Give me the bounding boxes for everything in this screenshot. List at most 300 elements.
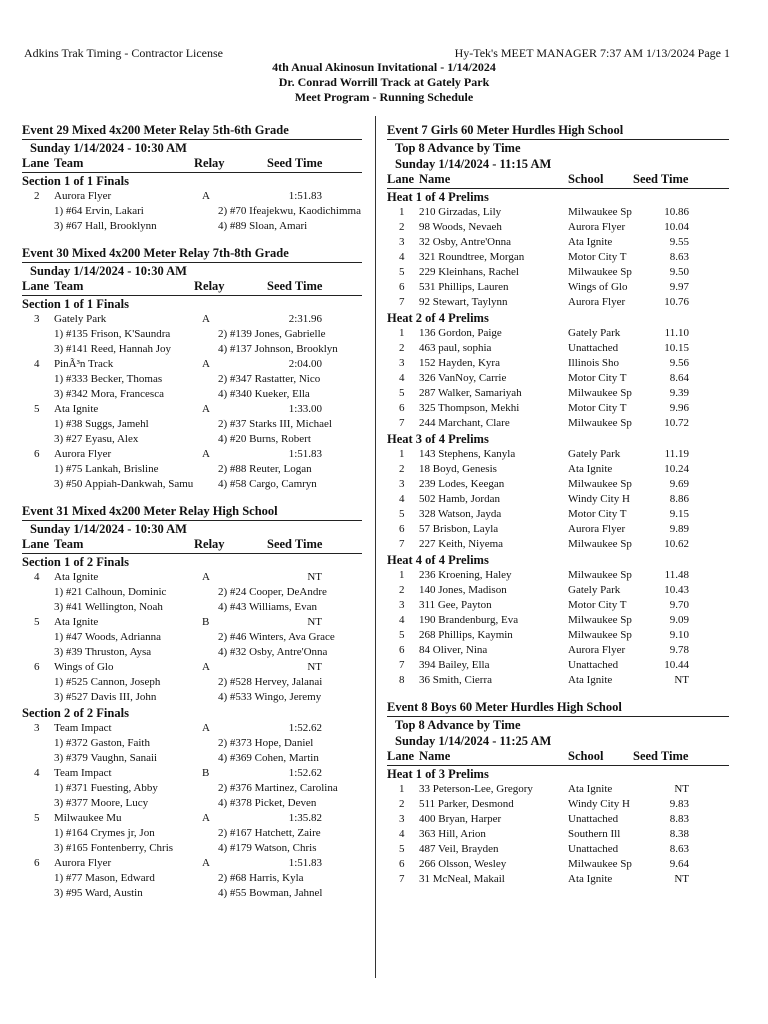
relay-member: 1) #38 Suggs, Jamehl [54, 418, 149, 430]
seed-time: 9.50 [669, 266, 689, 278]
col-seed: Seed Time [633, 172, 689, 186]
col-lane: Lane [387, 749, 415, 763]
relay-members-row [22, 675, 362, 690]
school-name: Windy City H [568, 798, 630, 810]
lane-number: 1 [399, 448, 405, 460]
lane-number: 4 [34, 767, 40, 779]
entry-row [387, 598, 729, 613]
team-row [22, 570, 362, 585]
relay-member: 2) #139 Jones, Gabrielle [218, 328, 326, 340]
athlete-name: 400 Bryan, Harper [419, 813, 502, 825]
relay-member: 3) #50 Appiah-Dankwah, Samu [54, 478, 194, 490]
seed-time: 11.48 [664, 569, 689, 581]
athlete-name: 140 Jones, Madison [419, 584, 507, 596]
relay-member: 1) #64 Ervin, Lakari [54, 205, 144, 217]
school-name: Unattached [568, 843, 619, 855]
athlete-name: 143 Stephens, Kanyla [419, 448, 516, 460]
entry-row [387, 371, 729, 386]
relay-members-row [22, 690, 362, 705]
seed-time: 10.04 [664, 221, 689, 233]
relay-members-row [22, 796, 362, 811]
seed-time: 1:52.62 [288, 767, 322, 779]
lane-number: 5 [399, 629, 405, 641]
heat-label: Heat 1 of 3 Prelims [387, 767, 489, 781]
relay-members-row [22, 630, 362, 645]
athlete-name: 328 Watson, Jayda [419, 508, 502, 520]
seed-time: 8.64 [669, 372, 689, 384]
entry-row [387, 857, 729, 872]
team-row [22, 447, 362, 462]
lane-number: 6 [399, 644, 405, 656]
seed-time: 9.97 [669, 281, 689, 293]
section-label: Section 2 of 2 Finals [22, 706, 129, 720]
seed-time: 8.63 [669, 843, 689, 855]
athlete-name: 325 Thompson, Mekhi [419, 402, 520, 414]
athlete-name: 321 Roundtree, Morgan [419, 251, 525, 263]
lane-number: 7 [399, 417, 405, 429]
school-name: Milwaukee Sp [568, 206, 632, 218]
heat-label: Heat 1 of 4 Prelims [387, 190, 489, 204]
athlete-name: 98 Woods, Nevaeh [419, 221, 502, 233]
lane-number: 5 [399, 843, 405, 855]
relay-letter: A [202, 403, 210, 415]
athlete-name: 511 Parker, Desmond [419, 798, 514, 810]
seed-time: 1:52.62 [288, 722, 322, 734]
seed-time: 8.83 [669, 813, 689, 825]
column-headers [22, 279, 362, 296]
athlete-name: 463 paul, sophia [419, 342, 492, 354]
col-seed: Seed Time [633, 749, 689, 763]
relay-letter: B [202, 767, 210, 779]
lane-number: 3 [399, 478, 405, 490]
school-name: Gately Park [568, 584, 621, 596]
relay-member: 2) #347 Rastatter, Nico [218, 373, 321, 385]
relay-member: 2) #373 Hope, Daniel [218, 737, 314, 749]
relay-member: 1) #164 Crymes jr, Jon [54, 827, 155, 839]
lane-number: 6 [399, 858, 405, 870]
seed-time: 1:33.00 [288, 403, 322, 415]
relay-member: 4) #20 Burns, Robert [218, 433, 311, 445]
athlete-name: 363 Hill, Arion [419, 828, 486, 840]
seed-time: 9.78 [669, 644, 689, 656]
entry-row [387, 522, 729, 537]
relay-member: 3) #27 Eyasu, Alex [54, 433, 139, 445]
right-column [387, 121, 729, 887]
athlete-name: 502 Hamb, Jordan [419, 493, 500, 505]
relay-member: 2) #37 Starks III, Michael [218, 418, 332, 430]
lane-number: 5 [399, 266, 405, 278]
lane-number: 6 [34, 661, 40, 673]
entry-row [387, 477, 729, 492]
relay-members-row [22, 751, 362, 766]
team-name: PinÃ³n Track [54, 358, 114, 370]
lane-number: 7 [399, 296, 405, 308]
entry-row [387, 462, 729, 477]
relay-members-row [22, 432, 362, 447]
entry-row [387, 280, 729, 295]
relay-member: 3) #141 Reed, Hannah Joy [54, 343, 172, 355]
col-seed: Seed Time [267, 156, 323, 170]
seed-time: 9.55 [669, 236, 689, 248]
athlete-name: 136 Gordon, Paige [419, 327, 502, 339]
relay-letter: A [202, 812, 210, 824]
seed-time: NT [674, 783, 689, 795]
event-date: Sunday 1/14/2024 - 11:15 AM [395, 157, 552, 171]
athlete-name: 287 Walker, Samariyah [419, 387, 522, 399]
lane-number: 4 [34, 571, 40, 583]
entry-row [387, 872, 729, 887]
lane-number: 4 [399, 372, 405, 384]
seed-time: 1:51.83 [288, 448, 322, 460]
athlete-name: 92 Stewart, Taylynn [419, 296, 508, 308]
relay-member: 1) #135 Frison, K'Saundra [54, 328, 171, 340]
meet-title: 4th Anual Akinosun Invitational - 1/14/2024 [272, 60, 496, 74]
seed-time: 10.62 [664, 538, 689, 550]
seed-time: NT [307, 661, 322, 673]
seed-time: 9.89 [669, 523, 689, 535]
relay-member: 2) #528 Hervey, Jalanai [218, 676, 323, 688]
relay-members-row [22, 372, 362, 387]
relay-member: 1) #525 Cannon, Joseph [54, 676, 161, 688]
relay-member: 3) #95 Ward, Austin [54, 887, 143, 899]
relay-letter: A [202, 661, 210, 673]
relay-member: 3) #41 Wellington, Noah [54, 601, 163, 613]
school-name: Motor City T [568, 251, 627, 263]
school-name: Aurora Flyer [568, 644, 626, 656]
team-name: Wings of Glo [54, 661, 114, 673]
lane-number: 3 [34, 313, 40, 325]
relay-member: 3) #39 Thruston, Aysa [54, 646, 152, 658]
seed-time: 10.86 [664, 206, 689, 218]
lane-number: 4 [399, 828, 405, 840]
entry-row [387, 205, 729, 220]
lane-number: 3 [399, 357, 405, 369]
event-title: Event 30 Mixed 4x200 Meter Relay 7th-8th Grade [22, 246, 289, 260]
team-name: Ata Ignite [54, 616, 99, 628]
school-name: Milwaukee Sp [568, 478, 632, 490]
relay-letter: A [202, 358, 210, 370]
relay-member: 4) #58 Cargo, Camryn [218, 478, 317, 490]
relay-member: 4) #340 Kueker, Ella [218, 388, 310, 400]
athlete-name: 32 Osby, Antre'Onna [419, 236, 512, 248]
relay-member: 1) #21 Calhoun, Dominic [54, 586, 167, 598]
entry-row [387, 295, 729, 310]
seed-time: 8.86 [669, 493, 689, 505]
col-seed: Seed Time [267, 537, 323, 551]
relay-member: 2) #376 Martinez, Carolina [218, 782, 338, 794]
team-row [22, 312, 362, 327]
team-row [22, 402, 362, 417]
seed-time: NT [674, 674, 689, 686]
event-title: Event 31 Mixed 4x200 Meter Relay High School [22, 504, 278, 518]
lane-number: 5 [399, 387, 405, 399]
school-name: Ata Ignite [568, 463, 613, 475]
advance-note: Top 8 Advance by Time [387, 139, 729, 156]
school-name: Milwaukee Sp [568, 387, 632, 399]
athlete-name: 229 Kleinhans, Rachel [419, 266, 519, 278]
lane-number: 4 [399, 614, 405, 626]
seed-time: 1:35.82 [288, 812, 322, 824]
col-school: School [568, 749, 604, 763]
col-relay: Relay [194, 537, 225, 551]
school-name: Illinois Sho [568, 357, 620, 369]
entry-row [387, 673, 729, 688]
lane-number: 3 [34, 722, 40, 734]
relay-members-row [22, 204, 362, 219]
school-name: Unattached [568, 659, 619, 671]
col-lane: Lane [22, 156, 50, 170]
entry-row [387, 842, 729, 857]
team-name: Aurora Flyer [54, 448, 112, 460]
entry-row [387, 265, 729, 280]
team-row [22, 660, 362, 675]
athlete-name: 531 Phillips, Lauren [419, 281, 509, 293]
school-name: Unattached [568, 813, 619, 825]
seed-time: NT [307, 616, 322, 628]
school-name: Milwaukee Sp [568, 858, 632, 870]
athlete-name: 152 Hayden, Kyra [419, 357, 500, 369]
lane-number: 1 [399, 569, 405, 581]
school-name: Motor City T [568, 402, 627, 414]
relay-member: 2) #46 Winters, Ava Grace [218, 631, 335, 643]
lane-number: 5 [34, 812, 40, 824]
header-left: Adkins Trak Timing - Contractor License [24, 46, 224, 60]
relay-member: 1) #371 Fuesting, Abby [54, 782, 158, 794]
relay-member: 1) #75 Lankah, Brisline [54, 463, 159, 475]
lane-number: 1 [399, 327, 405, 339]
lane-number: 6 [34, 448, 40, 460]
school-name: Milwaukee Sp [568, 569, 632, 581]
seed-time: 8.38 [669, 828, 689, 840]
lane-number: 5 [34, 616, 40, 628]
col-team: Team [54, 279, 84, 293]
relay-member: 3) #165 Fontenberry, Chris [54, 842, 174, 854]
athlete-name: 266 Olsson, Wesley [419, 858, 507, 870]
event-title: Event 29 Mixed 4x200 Meter Relay 5th-6th Grade [22, 123, 289, 137]
seed-time: 9.69 [669, 478, 689, 490]
col-seed: Seed Time [267, 279, 323, 293]
athlete-name: 239 Lodes, Keegan [419, 478, 505, 490]
athlete-name: 31 McNeal, Makail [419, 873, 505, 885]
relay-member: 3) #342 Mora, Francesca [54, 388, 164, 400]
relay-member: 4) #378 Picket, Deven [218, 797, 317, 809]
meet-venue: Dr. Conrad Worrill Track at Gately Park [278, 75, 490, 89]
heat-label: Heat 4 of 4 Prelims [387, 553, 489, 567]
seed-time: 10.24 [664, 463, 689, 475]
entry-row [387, 628, 729, 643]
team-name: Gately Park [54, 313, 107, 325]
advance-note: Top 8 Advance by Time [387, 716, 729, 733]
relay-member: 4) #89 Sloan, Amari [218, 220, 308, 232]
lane-number: 2 [34, 190, 40, 202]
entry-row [387, 507, 729, 522]
column-headers [387, 172, 729, 189]
lane-number: 5 [399, 508, 405, 520]
relay-members-row [22, 387, 362, 402]
seed-time: 9.15 [669, 508, 689, 520]
team-row [22, 766, 362, 781]
entry-row [387, 386, 729, 401]
seed-time: 11.10 [664, 327, 689, 339]
entry-row [387, 356, 729, 371]
seed-time: 9.83 [669, 798, 689, 810]
lane-number: 3 [399, 236, 405, 248]
seed-time: 9.56 [669, 357, 689, 369]
relay-letter: A [202, 448, 210, 460]
relay-member: 1) #333 Becker, Thomas [54, 373, 163, 385]
seed-time: 9.70 [669, 599, 689, 611]
entry-row [387, 447, 729, 462]
school-name: Gately Park [568, 327, 621, 339]
relay-letter: A [202, 571, 210, 583]
meet-titles [0, 60, 768, 105]
col-lane: Lane [22, 537, 50, 551]
athlete-name: 487 Veil, Brayden [419, 843, 499, 855]
col-lane: Lane [22, 279, 50, 293]
seed-time: 10.76 [664, 296, 689, 308]
relay-members-row [22, 871, 362, 886]
team-name: Ata Ignite [54, 403, 99, 415]
school-name: Ata Ignite [568, 873, 613, 885]
team-row [22, 811, 362, 826]
athlete-name: 190 Brandenburg, Eva [419, 614, 519, 626]
relay-members-row [22, 600, 362, 615]
lane-number: 2 [399, 798, 405, 810]
lane-number: 5 [34, 403, 40, 415]
relay-members-row [22, 781, 362, 796]
athlete-name: 36 Smith, Cierra [419, 674, 493, 686]
entry-row [387, 416, 729, 431]
athlete-name: 227 Keith, Niyema [419, 538, 504, 550]
event-title: Event 7 Girls 60 Meter Hurdles High School [387, 123, 624, 137]
relay-member: 4) #179 Watson, Chris [218, 842, 317, 854]
heat-label: Heat 3 of 4 Prelims [387, 432, 489, 446]
team-name: Milwaukee Mu [54, 812, 122, 824]
school-name: Milwaukee Sp [568, 417, 632, 429]
athlete-name: 210 Girzadas, Lily [419, 206, 502, 218]
section-label: Section 1 of 1 Finals [22, 297, 129, 311]
school-name: Motor City T [568, 599, 627, 611]
lane-number: 6 [399, 523, 405, 535]
relay-member: 3) #377 Moore, Lucy [54, 797, 149, 809]
lane-number: 2 [399, 221, 405, 233]
school-name: Motor City T [568, 508, 627, 520]
team-row [22, 615, 362, 630]
event-title: Event 8 Boys 60 Meter Hurdles High School [387, 700, 622, 714]
seed-time: 2:04.00 [288, 358, 322, 370]
relay-member: 2) #88 Reuter, Logan [218, 463, 312, 475]
team-name: Aurora Flyer [54, 857, 112, 869]
school-name: Motor City T [568, 372, 627, 384]
entry-row [387, 401, 729, 416]
entry-row [387, 220, 729, 235]
school-name: Ata Ignite [568, 674, 613, 686]
event-gap [22, 492, 362, 502]
lane-number: 7 [399, 873, 405, 885]
lane-number: 7 [399, 538, 405, 550]
entry-row [387, 643, 729, 658]
col-name: Name [419, 749, 451, 763]
athlete-name: 244 Marchant, Clare [419, 417, 510, 429]
lane-number: 6 [34, 857, 40, 869]
seed-time: 1:51.83 [288, 857, 322, 869]
column-headers [22, 537, 362, 554]
lane-number: 4 [399, 493, 405, 505]
athlete-name: 18 Boyd, Genesis [419, 463, 497, 475]
lane-number: 3 [399, 813, 405, 825]
section-label: Section 1 of 1 Finals [22, 174, 129, 188]
seed-time: 8.63 [669, 251, 689, 263]
relay-member: 2) #68 Harris, Kyla [218, 872, 304, 884]
entry-row [387, 613, 729, 628]
lane-number: 8 [399, 674, 405, 686]
seed-time: 1:51.83 [288, 190, 322, 202]
athlete-name: 33 Peterson-Lee, Gregory [419, 783, 533, 795]
section-label: Section 1 of 2 Finals [22, 555, 129, 569]
seed-time: NT [307, 571, 322, 583]
entry-row [387, 492, 729, 507]
team-name: Ata Ignite [54, 571, 99, 583]
relay-member: 3) #67 Hall, Brooklynn [54, 220, 157, 232]
seed-time: 10.43 [664, 584, 689, 596]
event-date: Sunday 1/14/2024 - 10:30 AM [22, 139, 362, 156]
team-row [22, 721, 362, 736]
entry-row [387, 341, 729, 356]
athlete-name: 394 Bailey, Ella [419, 659, 490, 671]
school-name: Milwaukee Sp [568, 266, 632, 278]
team-row [22, 856, 362, 871]
relay-member: 2) #167 Hatchett, Zaire [218, 827, 321, 839]
relay-letter: A [202, 190, 210, 202]
relay-member: 2) #70 Ifeajekwu, Kaodichimma [218, 205, 361, 217]
lane-number: 2 [399, 342, 405, 354]
athlete-name: 84 Oliver, Nina [419, 644, 488, 656]
col-relay: Relay [194, 156, 225, 170]
relay-letter: A [202, 722, 210, 734]
lane-number: 6 [399, 281, 405, 293]
relay-members-row [22, 342, 362, 357]
school-name: Aurora Flyer [568, 296, 626, 308]
seed-time: 9.10 [669, 629, 689, 641]
school-name: Aurora Flyer [568, 221, 626, 233]
relay-member: 1) #47 Woods, Adrianna [54, 631, 162, 643]
team-row [22, 189, 362, 204]
relay-members-row [22, 477, 362, 492]
column-divider [375, 116, 376, 978]
relay-member: 4) #137 Johnson, Brooklyn [218, 343, 338, 355]
col-team: Team [54, 156, 84, 170]
relay-letter: B [202, 616, 210, 628]
event-date: Sunday 1/14/2024 - 11:25 AM [395, 734, 552, 748]
school-name: Milwaukee Sp [568, 614, 632, 626]
seed-time: NT [674, 873, 689, 885]
event-gap [22, 234, 362, 244]
seed-time: 11.19 [664, 448, 689, 460]
school-name: Unattached [568, 342, 619, 354]
column-headers [387, 749, 729, 766]
relay-member: 1) #77 Mason, Edward [54, 872, 155, 884]
col-team: Team [54, 537, 84, 551]
relay-members-row [22, 886, 362, 901]
school-name: Aurora Flyer [568, 523, 626, 535]
relay-members-row [22, 462, 362, 477]
entry-row [387, 326, 729, 341]
lane-number: 4 [399, 251, 405, 263]
meet-program: Meet Program - Running Schedule [294, 90, 474, 104]
relay-members-row [22, 841, 362, 856]
column-headers [22, 156, 362, 173]
entry-row [387, 583, 729, 598]
